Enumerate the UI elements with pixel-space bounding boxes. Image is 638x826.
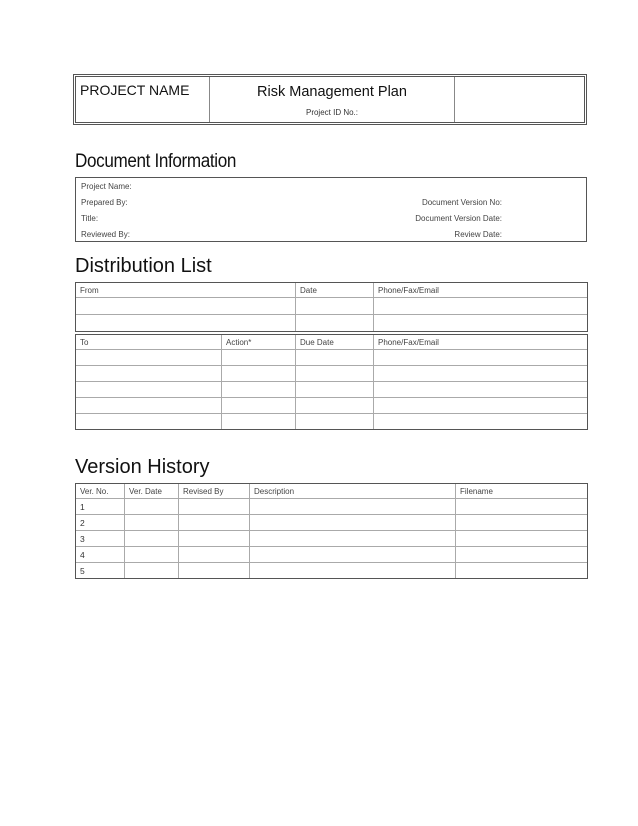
version-number: 4 xyxy=(76,547,125,563)
table-cell[interactable] xyxy=(250,515,456,531)
plan-title: Risk Management Plan xyxy=(257,84,407,100)
column-header: From xyxy=(76,283,296,298)
version-history-table xyxy=(75,483,588,579)
table-cell[interactable] xyxy=(296,382,374,398)
column-header: To xyxy=(76,335,222,350)
table-cell[interactable] xyxy=(76,398,222,414)
column-header: Revised By xyxy=(179,484,250,499)
info-row-reviewed-by xyxy=(76,226,586,242)
table-cell[interactable] xyxy=(250,531,456,547)
column-header: Date xyxy=(296,283,374,298)
project-name: PROJECT NAME xyxy=(80,82,190,98)
document-version-no-label: Document Version No: xyxy=(421,198,502,207)
prepared-by-label: Prepared By: xyxy=(81,198,128,207)
table-cell[interactable] xyxy=(374,350,588,366)
document-information-box xyxy=(75,177,587,242)
table-cell[interactable] xyxy=(374,366,588,382)
table-cell[interactable] xyxy=(456,563,588,579)
table-cell[interactable] xyxy=(179,499,250,515)
table-cell[interactable] xyxy=(296,366,374,382)
table-cell[interactable] xyxy=(76,298,296,315)
table-row xyxy=(76,315,588,332)
column-header: Filename xyxy=(456,484,588,499)
table-cell[interactable] xyxy=(125,499,179,515)
info-row-project-name xyxy=(76,178,586,194)
table-cell[interactable] xyxy=(374,414,588,430)
review-date-label: Review Date: xyxy=(454,230,502,239)
table-cell[interactable] xyxy=(456,547,588,563)
table-cell[interactable] xyxy=(76,350,222,366)
document-information-heading: Document Information xyxy=(75,151,237,172)
table-cell[interactable] xyxy=(125,531,179,547)
version-number: 2 xyxy=(76,515,125,531)
column-header: Ver. No. xyxy=(76,484,125,499)
table-cell[interactable] xyxy=(296,398,374,414)
table-cell[interactable] xyxy=(179,563,250,579)
distribution-to-table xyxy=(75,334,588,430)
table-cell[interactable] xyxy=(125,563,179,579)
table-row xyxy=(76,499,588,515)
column-header: Description xyxy=(250,484,456,499)
table-cell[interactable] xyxy=(296,350,374,366)
table-cell[interactable] xyxy=(250,499,456,515)
reviewed-by-label: Reviewed By: xyxy=(81,230,130,239)
table-cell[interactable] xyxy=(222,414,296,430)
table-cell[interactable] xyxy=(222,366,296,382)
column-header: Phone/Fax/Email xyxy=(374,283,588,298)
version-number: 3 xyxy=(76,531,125,547)
table-cell[interactable] xyxy=(179,515,250,531)
table-row xyxy=(76,350,588,366)
header-box xyxy=(73,74,587,125)
table-row xyxy=(76,515,588,531)
distribution-from-table xyxy=(75,282,588,332)
table-cell[interactable] xyxy=(456,531,588,547)
table-cell[interactable] xyxy=(374,398,588,414)
table-row xyxy=(76,398,588,414)
table-cell[interactable] xyxy=(179,547,250,563)
version-number: 1 xyxy=(76,499,125,515)
document-version-date-label: Document Version Date: xyxy=(415,214,502,223)
table-cell[interactable] xyxy=(222,350,296,366)
distribution-list-heading: Distribution List xyxy=(75,255,212,277)
table-cell[interactable] xyxy=(76,382,222,398)
version-history-heading: Version History xyxy=(75,456,210,478)
table-cell[interactable] xyxy=(76,414,222,430)
table-row xyxy=(76,531,588,547)
table-header-row xyxy=(76,335,588,350)
column-header: Phone/Fax/Email xyxy=(374,335,588,350)
table-cell[interactable] xyxy=(456,515,588,531)
table-cell[interactable] xyxy=(250,547,456,563)
table-cell[interactable] xyxy=(222,398,296,414)
column-header: Ver. Date xyxy=(125,484,179,499)
table-cell[interactable] xyxy=(296,298,374,315)
version-number: 5 xyxy=(76,563,125,579)
table-row xyxy=(76,563,588,579)
table-row xyxy=(76,414,588,430)
table-cell[interactable] xyxy=(456,499,588,515)
table-cell[interactable] xyxy=(250,563,456,579)
table-cell[interactable] xyxy=(125,547,179,563)
table-cell[interactable] xyxy=(296,315,374,332)
project-id-label: Project ID No.: xyxy=(305,108,358,117)
table-row xyxy=(76,298,588,315)
table-cell[interactable] xyxy=(76,315,296,332)
info-row-title xyxy=(76,210,586,226)
column-header: Due Date xyxy=(296,335,374,350)
table-cell[interactable] xyxy=(125,515,179,531)
title-label: Title: xyxy=(81,214,99,223)
table-row xyxy=(76,547,588,563)
table-cell[interactable] xyxy=(179,531,250,547)
table-cell[interactable] xyxy=(296,414,374,430)
table-cell[interactable] xyxy=(374,382,588,398)
table-cell[interactable] xyxy=(222,382,296,398)
table-header-row xyxy=(76,283,588,298)
column-header: Action* xyxy=(222,335,296,350)
header-blank-cell xyxy=(455,77,584,122)
table-cell[interactable] xyxy=(76,366,222,382)
table-header-row xyxy=(76,484,588,499)
info-row-prepared-by xyxy=(76,194,586,210)
table-row xyxy=(76,382,588,398)
project-name-label: Project Name: xyxy=(81,182,132,191)
table-cell[interactable] xyxy=(374,315,588,332)
table-cell[interactable] xyxy=(374,298,588,315)
project-name-cell xyxy=(76,77,210,122)
table-row xyxy=(76,366,588,382)
plan-title-cell xyxy=(210,77,455,122)
